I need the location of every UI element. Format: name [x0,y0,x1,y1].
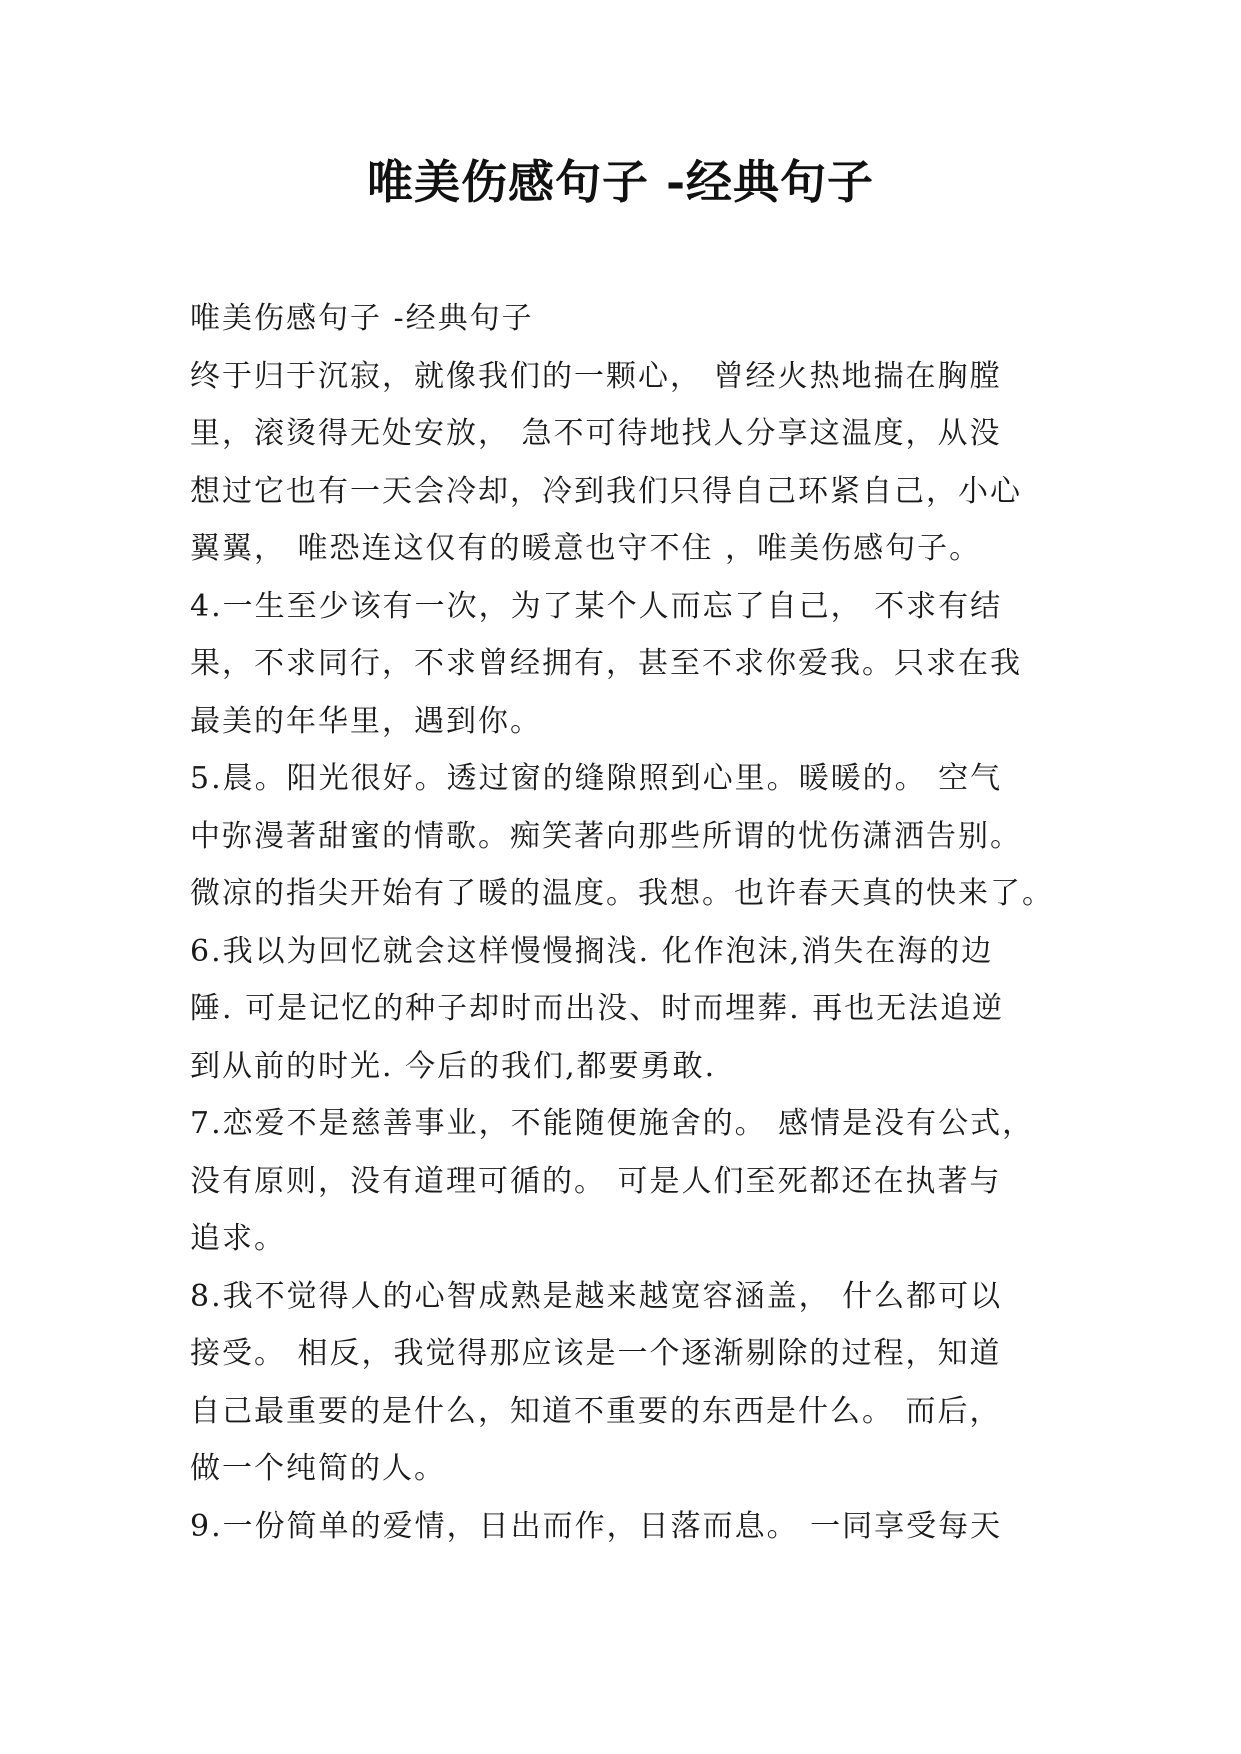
document-body [190,290,1070,1555]
body-line: 想过它也有一天会冷却，冷到我们只得自己环紧自己，小心 [190,473,1022,509]
body-line: 果，不求同行，不求曾经拥有，甚至不求你爱我。只求在我 [190,646,1022,681]
body-line: 追求。 [190,1221,286,1256]
body-line: 7.恋爱不是慈善事业，不能随便施舍的。 感情是没有公式， [190,1106,1035,1141]
body-line: 5.晨。阳光很好。透过窗的缝隙照到心里。暖暖的。 空气 [190,761,1003,796]
document-title: 唯美伤感句子 -经典句子 [366,155,875,209]
body-line: 4.一生至少该有一次，为了某个人而忘了自己， 不求有结 [190,588,1003,624]
body-line: 翼翼， 唯恐连这仅有的暖意也守不住 ，唯美伤感句子。 [190,531,982,566]
body-line: 8.我不觉得人的心智成熟是越来越宽容涵盖， 什么都可以 [190,1278,1003,1314]
body-line: 唯美伤感句子 -经典句子 [190,301,534,336]
body-line: 6.我以为回忆就会这样慢慢搁浅. 化作泡沫,消失在海的边 [190,933,994,969]
body-line: 陲. 可是记忆的种子却时而出没、时而埋葬. 再也无法追逆 [190,991,1005,1026]
body-line: 微凉的指尖开始有了暖的温度。我想。也许春天真的快来了。 [190,876,1054,911]
body-line: 中弥漫著甜蜜的情歌。痴笑著向那些所谓的忧伤潇洒告别。 [190,818,1022,854]
body-line: 最美的年华里，遇到你。 [190,703,542,739]
body-line: 里，滚烫得无处安放， 急不可待地找人分享这温度，从没 [190,416,1002,451]
body-line: 9.一份简单的爱情，日出而作，日落而息。 一同享受每天 [190,1508,1003,1544]
body-line: 做一个纯简的人。 [190,1451,446,1486]
body-line: 到从前的时光. 今后的我们,都要勇敢. [190,1048,717,1084]
body-line: 没有原则，没有道理可循的。 可是人们至死都还在执著与 [190,1163,1002,1199]
body-line: 接受。 相反，我觉得那应该是一个逐渐剔除的过程，知道 [190,1336,1002,1371]
body-line: 自己最重要的是什么，知道不重要的东西是什么。 而后， [190,1393,1002,1429]
body-line: 终于归于沉寂，就像我们的一颗心， 曾经火热地揣在胸膛 [190,358,1002,394]
